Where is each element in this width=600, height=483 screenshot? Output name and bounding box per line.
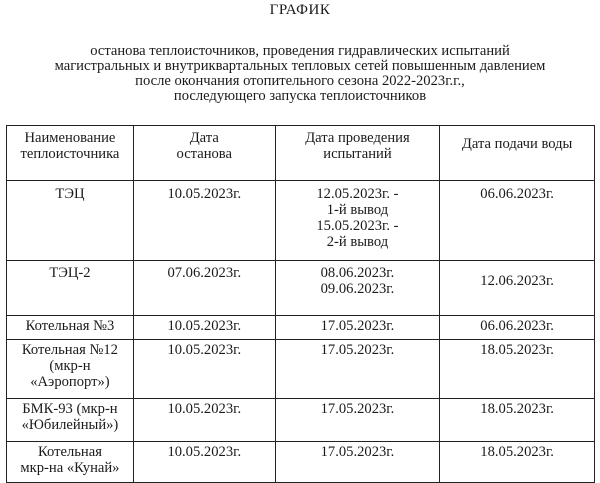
- subtitle-line: магистральных и внутриквартальных тепловых сетей повышенным давлением: [54, 58, 546, 74]
- header-line: испытаний: [323, 146, 392, 162]
- cell-line: Котельная: [38, 444, 102, 460]
- cell-test-date: [275, 399, 440, 442]
- table-row: [7, 181, 595, 261]
- table-row: [7, 316, 595, 340]
- cell-stop-date: 10.05.2023г.: [133, 442, 275, 483]
- cell-test-date: [275, 340, 440, 399]
- schedule-table: [6, 125, 595, 483]
- cell-line: «Аэропорт»): [30, 374, 110, 390]
- subtitle-line: после окончания отопительного сезона 2022-2023г.г.,: [135, 73, 465, 89]
- cell-test-date: [275, 261, 440, 316]
- table-row: [7, 399, 595, 442]
- cell-line: БМК-93 (мкр-н: [22, 401, 118, 417]
- cell-source-name: [7, 340, 134, 399]
- cell-line: «Юбилейный»): [21, 417, 119, 433]
- cell-line: 17.05.2023г.: [320, 318, 395, 334]
- header-line: Дата: [189, 130, 219, 146]
- cell-test-date: [275, 442, 440, 483]
- cell-stop-date: 07.06.2023г.: [133, 261, 275, 316]
- header-water-date: [440, 126, 595, 181]
- cell-line: 1-й вывод: [326, 202, 389, 218]
- header-name: [7, 126, 134, 181]
- cell-stop-date: 10.05.2023г.: [133, 399, 275, 442]
- cell-line: (мкр-н: [49, 358, 91, 374]
- cell-source-name: [7, 442, 134, 483]
- header-line: теплоисточника: [20, 146, 120, 162]
- header-stop-date: [133, 126, 275, 181]
- table-row: [7, 261, 595, 316]
- header-line: Наименование: [24, 130, 116, 146]
- cell-line: Котельная №3: [25, 318, 115, 334]
- cell-water-date: 06.06.2023г.: [440, 316, 595, 340]
- cell-water-date: 18.05.2023г.: [440, 442, 595, 483]
- cell-line: ТЭЦ: [55, 186, 85, 202]
- cell-line: 09.06.2023г.: [320, 281, 395, 297]
- cell-line: 2-й вывод: [326, 234, 389, 250]
- header-line: Дата подачи воды: [461, 136, 573, 152]
- header-line: Дата проведения: [305, 130, 410, 146]
- cell-stop-date: 10.05.2023г.: [133, 340, 275, 399]
- cell-stop-date: 10.05.2023г.: [133, 181, 275, 261]
- cell-line: 17.05.2023г.: [320, 401, 395, 417]
- cell-line: ТЭЦ-2: [49, 265, 91, 281]
- cell-line: 17.05.2023г.: [320, 444, 395, 460]
- cell-line: Котельная №12: [21, 342, 118, 358]
- cell-water-date: 12.06.2023г.: [440, 261, 595, 316]
- cell-water-date: 18.05.2023г.: [440, 399, 595, 442]
- cell-line: мкр-на «Кунай»: [20, 460, 120, 476]
- subtitle-line: последующего запуска теплоисточников: [173, 88, 427, 104]
- cell-line: 08.06.2023г.: [320, 265, 395, 281]
- cell-source-name: [7, 399, 134, 442]
- cell-test-date: [275, 316, 440, 340]
- cell-test-date: [275, 181, 440, 261]
- cell-water-date: 18.05.2023г.: [440, 340, 595, 399]
- subtitle-line: останова теплоисточников, проведения гидравлических испытаний: [90, 43, 510, 59]
- cell-source-name: [7, 261, 134, 316]
- table-header-row: [7, 126, 595, 181]
- cell-line: 15.05.2023г. -: [316, 218, 399, 234]
- document-title: ГРАФИК: [269, 2, 331, 18]
- cell-source-name: [7, 316, 134, 340]
- document-subtitle: [40, 44, 560, 104]
- cell-source-name: [7, 181, 134, 261]
- table-row: [7, 442, 595, 483]
- header-test-date: [275, 126, 440, 181]
- cell-stop-date: 10.05.2023г.: [133, 316, 275, 340]
- cell-water-date: 06.06.2023г.: [440, 181, 595, 261]
- cell-line: 12.05.2023г. -: [316, 186, 399, 202]
- header-line: останова: [176, 146, 232, 162]
- table-row: [7, 340, 595, 399]
- cell-line: 17.05.2023г.: [320, 342, 395, 358]
